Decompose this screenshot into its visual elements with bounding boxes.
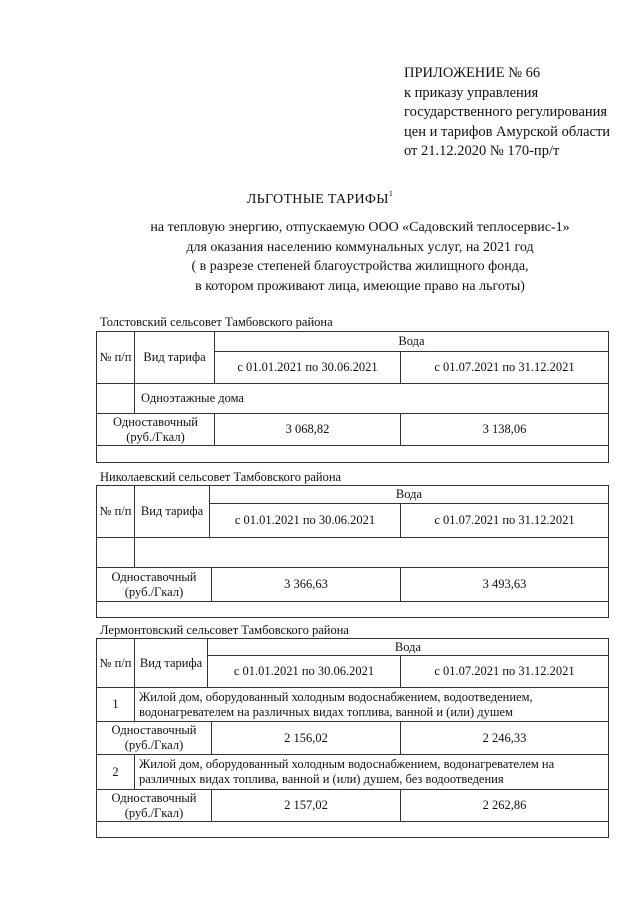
group-description: Жилой дом, оборудованный холодным водоснабжением, водоотведением, водонагревателем на различных видах топлива, ванной и (или) душем xyxy=(139,689,533,719)
subtitle-line: для оказания населению коммунальных услуг, на 2021 год xyxy=(186,239,534,255)
document-subtitle xyxy=(100,218,620,296)
rate-label: Одноставочный (руб./Гкал) xyxy=(111,790,197,820)
subtitle-line: на тепловую энергию, отпускаемую ООО «Садовский теплосервис-1» xyxy=(150,220,570,235)
header-tariff-type: Вид тарифа xyxy=(139,655,203,670)
group-number: 1 xyxy=(112,697,119,711)
header-tariff-type: Вид тарифа xyxy=(143,350,206,364)
category-label: Одноэтажные дома xyxy=(141,391,244,405)
rate-label: Одноставочный (руб./Гкал) xyxy=(113,414,198,444)
header-water: Вода xyxy=(398,334,425,348)
appendix-line: к приказу управления xyxy=(404,84,539,101)
header-period-1: с 01.01.2021 по 30.06.2021 xyxy=(237,360,378,374)
appendix-line: государственного регулирования xyxy=(404,104,608,120)
header-num: № п/п xyxy=(99,350,132,364)
appendix-block xyxy=(404,64,610,162)
header-period-2: с 01.07.2021 по 31.12.2021 xyxy=(434,513,575,527)
value-period-1: 3 068,82 xyxy=(285,422,330,436)
value-period-1: 3 366,63 xyxy=(284,577,328,591)
footnote-mark: 1 xyxy=(388,189,394,198)
rate-label: Одноставочный (руб./Гкал) xyxy=(111,723,197,752)
value-period-1: 2 157,02 xyxy=(284,798,328,812)
subtitle-line: ( в разрезе степеней благоустройства жилищного фонда, xyxy=(191,259,529,275)
header-water: Вода xyxy=(395,487,423,501)
appendix-line: цен и тарифов Амурской области xyxy=(404,123,611,140)
category-label xyxy=(141,538,601,567)
appendix-line: от 21.12.2020 № 170-пр/т xyxy=(404,143,560,159)
rate-label: Одноставочный (руб./Гкал) xyxy=(111,569,197,599)
value-period-2: 3 493,63 xyxy=(482,577,527,591)
title-text: ЛЬГОТНЫЕ ТАРИФЫ xyxy=(246,192,389,207)
appendix-title: ПРИЛОЖЕНИЕ № 66 xyxy=(404,65,541,81)
group-number: 2 xyxy=(112,764,119,779)
header-period-2: с 01.07.2021 по 31.12.2021 xyxy=(434,664,575,678)
header-num: № п/п xyxy=(99,655,132,670)
header-period-2: с 01.07.2021 по 31.12.2021 xyxy=(434,360,575,374)
group-description: Жилой дом, оборудованный холодным водоснабжением, водонагревателем на различных видах топлива, ванной и (или) душем, без водоотведения xyxy=(139,757,555,786)
value-period-1: 2 156,02 xyxy=(284,730,328,745)
section-title: Лермонтовский сельсовет Тамбовского района xyxy=(100,623,349,637)
value-period-2: 3 138,06 xyxy=(482,422,527,436)
header-tariff-type: Вид тарифа xyxy=(140,504,204,518)
value-period-2: 2 262,86 xyxy=(482,798,527,812)
document-title xyxy=(0,189,640,208)
header-period-1: с 01.01.2021 по 30.06.2021 xyxy=(233,664,375,678)
header-water: Вода xyxy=(394,639,422,654)
header-period-1: с 01.01.2021 по 30.06.2021 xyxy=(234,513,376,527)
value-period-2: 2 246,33 xyxy=(482,730,527,745)
header-num: № п/п xyxy=(99,504,132,518)
section-title: Николаевский сельсовет Тамбовского района xyxy=(100,470,342,484)
subtitle-line: в котором проживают лица, имеющие право на льготы) xyxy=(195,278,525,294)
section-title: Толстовский сельсовет Тамбовского района xyxy=(100,315,333,329)
